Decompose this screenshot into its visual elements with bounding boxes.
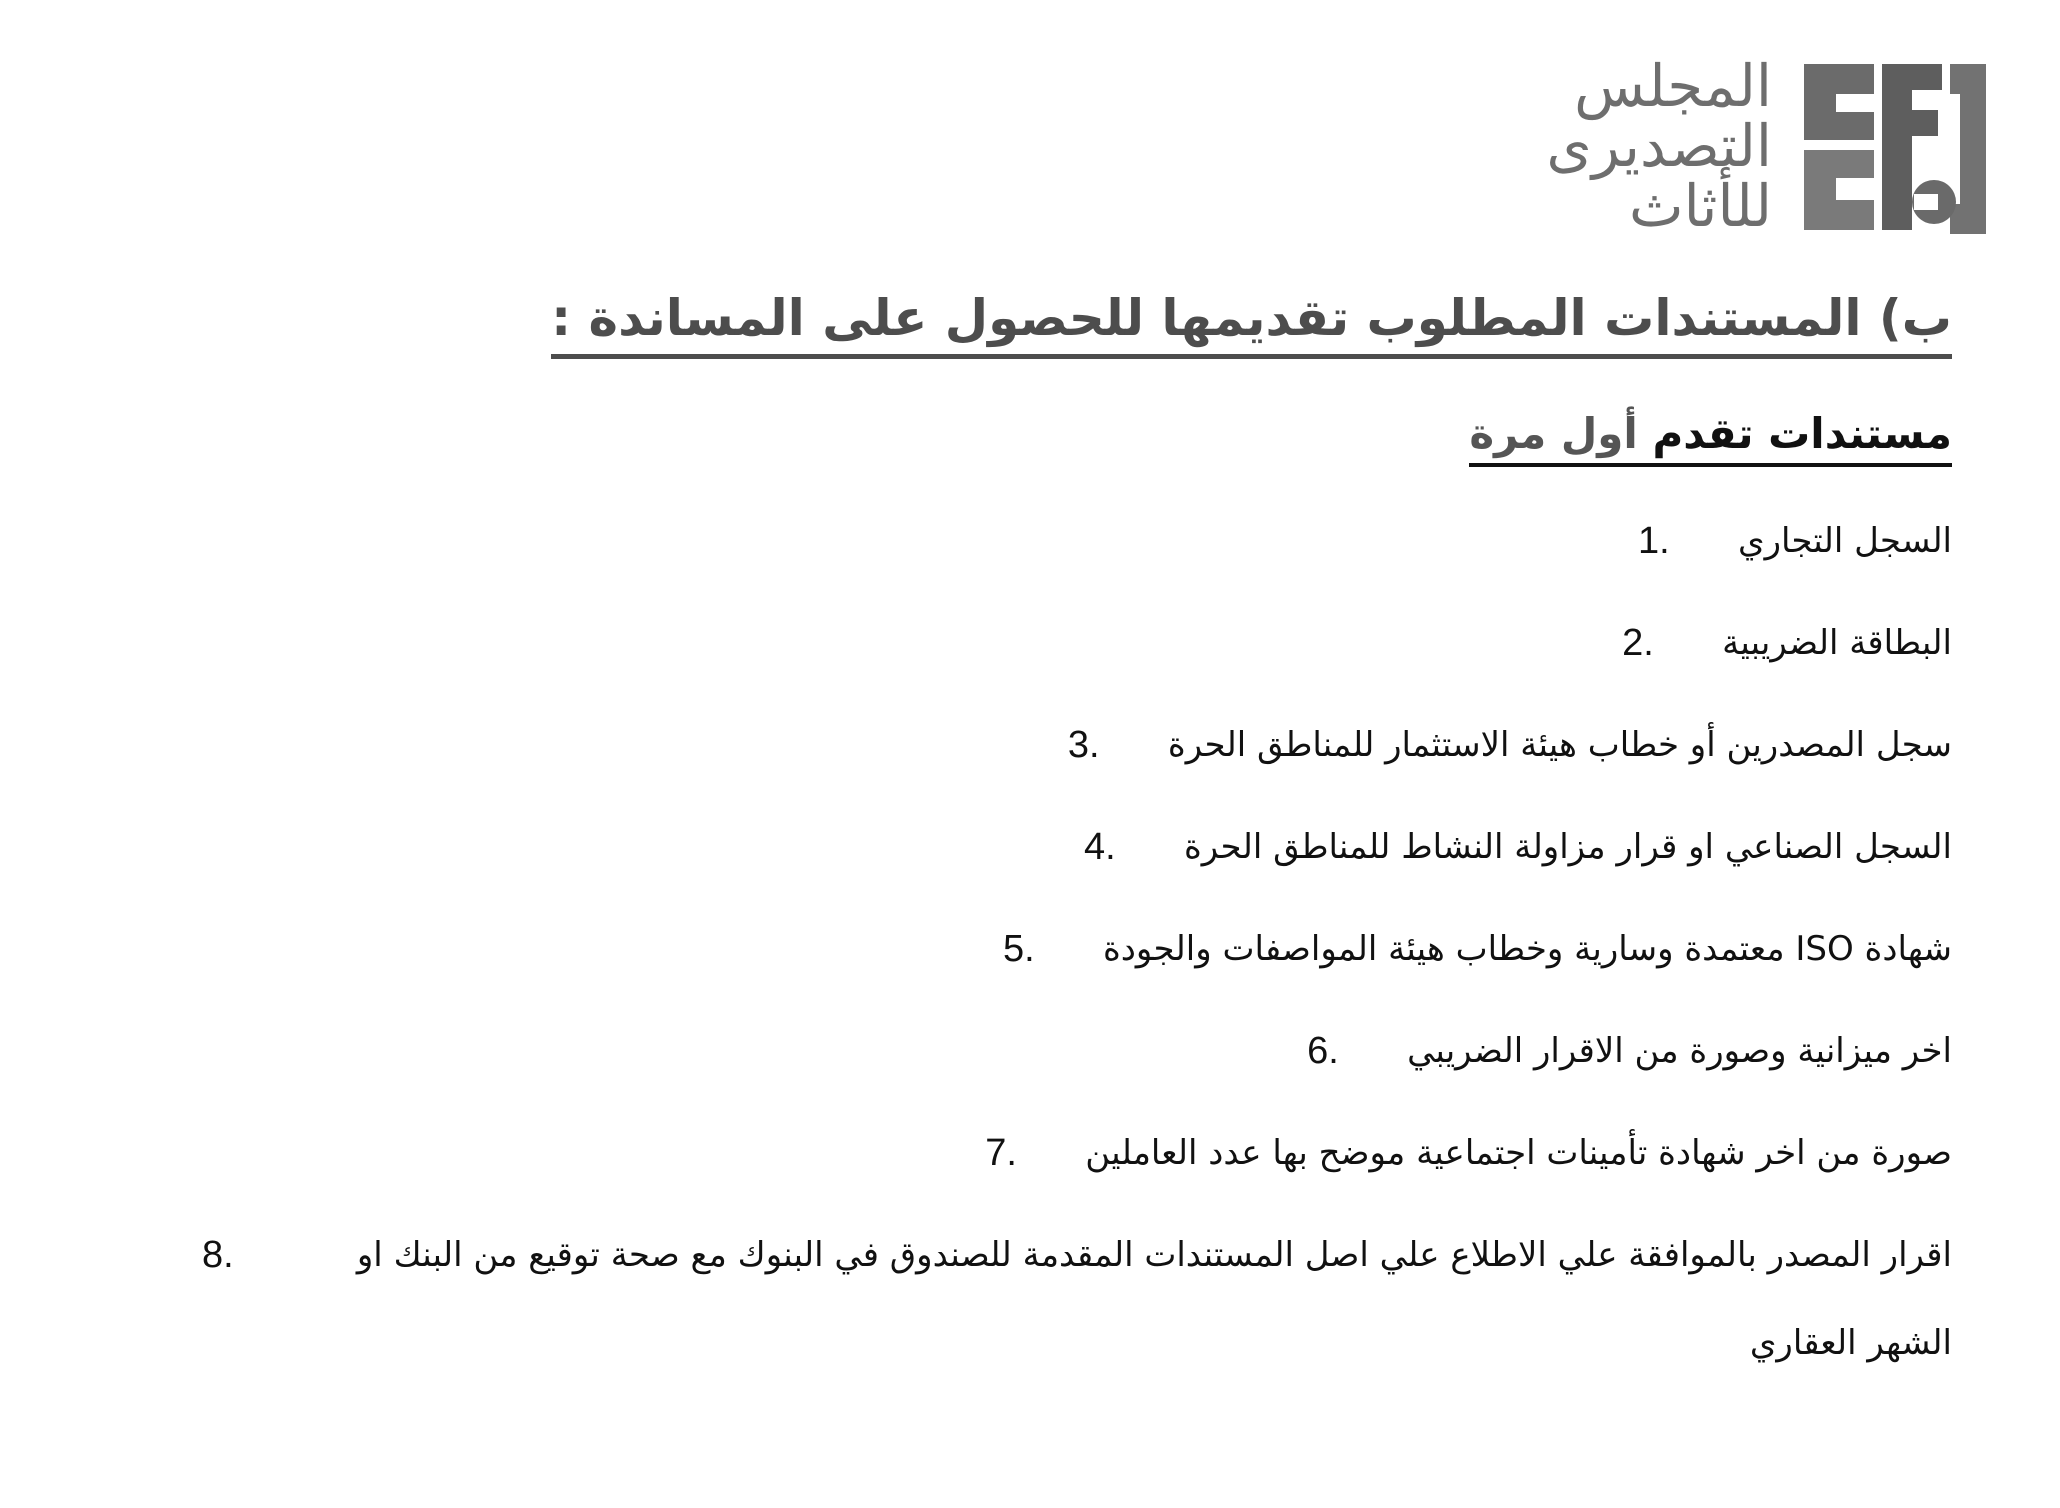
efc-logo-mark-icon bbox=[1794, 52, 1994, 242]
list-item bbox=[52, 519, 1952, 563]
logo-line-1: المجلس bbox=[1574, 52, 1772, 120]
list-item-number: 5. bbox=[1002, 928, 1035, 970]
list-item bbox=[52, 621, 1952, 665]
list-item bbox=[52, 1233, 1952, 1387]
logo-line-2: التصديرى bbox=[1546, 112, 1772, 180]
list-item-text: صورة من اخر شهادة تأمينات اجتماعية موضح بها عدد العاملين bbox=[1085, 1133, 1952, 1173]
list-item-text: اخر ميزانية وصورة من الاقرار الضريبي bbox=[1407, 1031, 1952, 1071]
list-item-text: البطاقة الضريبية bbox=[1722, 623, 1952, 663]
list-item-text: السجل التجاري bbox=[1737, 521, 1952, 561]
logo-text bbox=[1546, 52, 1772, 240]
list-item-text: سجل المصدرين أو خطاب هيئة الاستثمار للمناطق الحرة bbox=[1167, 725, 1952, 765]
list-item bbox=[52, 1131, 1952, 1175]
list-item-text: اقرار المصدر بالموافقة علي الاطلاع علي اصل المستندات المقدمة للصندوق في البنوك مع صحة توقيع من البنك او الشهر العقاري bbox=[356, 1235, 1952, 1363]
list-item-number: 4. bbox=[1083, 826, 1116, 868]
list-item-number: 8. bbox=[202, 1234, 234, 1276]
page-title: ب) المستندات المطلوب تقديمها للحصول على المساندة : bbox=[551, 282, 1952, 359]
documents-list bbox=[52, 519, 1952, 1387]
subtitle-part-2: أول مرة bbox=[1469, 409, 1653, 458]
list-item bbox=[52, 1029, 1952, 1073]
list-item bbox=[52, 723, 1952, 767]
list-item bbox=[52, 927, 1952, 971]
list-item-number: 1. bbox=[1637, 520, 1670, 562]
subtitle-part-1: مستندات تقدم bbox=[1652, 409, 1952, 458]
list-item-text: شهادة ISO معتمدة وسارية وخطاب هيئة المواصفات والجودة bbox=[1102, 929, 1952, 969]
list-item-number: 2. bbox=[1622, 622, 1654, 664]
list-item-number: 7. bbox=[985, 1132, 1017, 1174]
list-item-number: 6. bbox=[1307, 1030, 1339, 1072]
logo-line-3: للأثاث bbox=[1629, 172, 1772, 240]
document-body bbox=[52, 282, 1952, 1403]
logo bbox=[1546, 52, 1994, 242]
list-item bbox=[52, 825, 1952, 869]
list-item-text: السجل الصناعي او قرار مزاولة النشاط للمناطق الحرة bbox=[1183, 827, 1952, 867]
list-item-number: 3. bbox=[1067, 724, 1100, 766]
section-subtitle bbox=[1469, 405, 1952, 467]
